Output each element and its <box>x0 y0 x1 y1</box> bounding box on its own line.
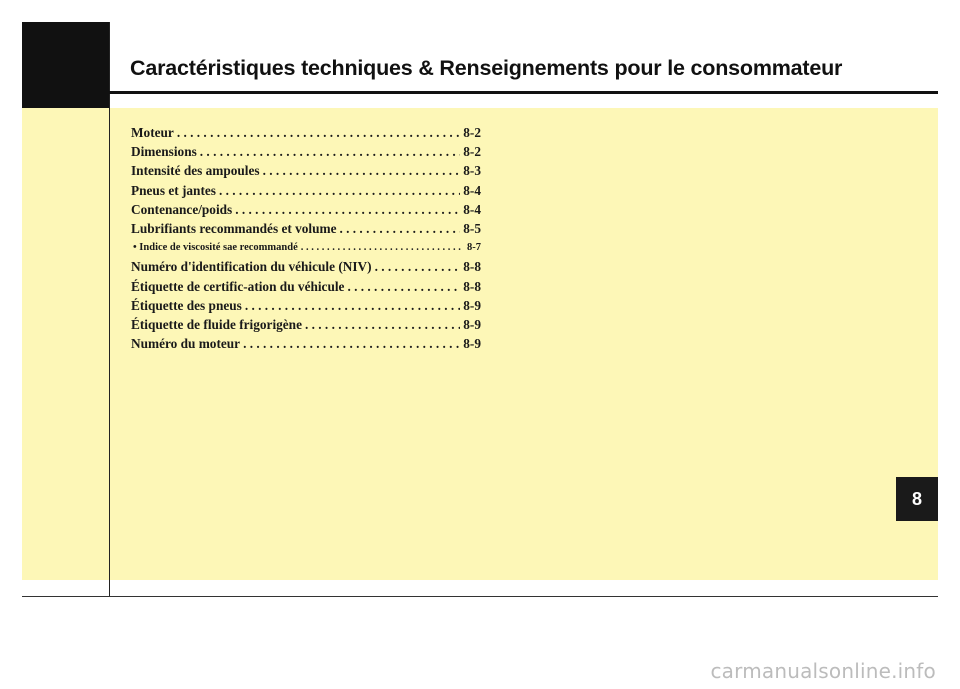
toc-entry-label: Moteur <box>131 125 174 140</box>
watermark: carmanualsonline.info <box>710 659 936 683</box>
toc-leader-dots <box>260 161 461 180</box>
toc-entry-label: Numéro d'identification du véhicule (NIV) <box>131 259 372 275</box>
toc-entry-page: 8-3 <box>463 163 481 179</box>
toc-entry-label: Étiquette de certific-ation du véhicule <box>131 278 345 294</box>
toc-entry-contenance[interactable] <box>131 200 481 219</box>
toc-entry-label: Contenance/poids <box>131 201 233 217</box>
toc-entry-label: Lubrifiants recommandés et volume <box>131 220 337 236</box>
toc-entry-niv[interactable] <box>131 257 481 276</box>
toc-leader-dots <box>344 277 460 296</box>
toc-subentry-viscosite[interactable] <box>131 238 481 257</box>
toc-entry-ampoules[interactable] <box>131 161 481 180</box>
toc-entry-page: 8-7 <box>467 242 481 254</box>
chapter-tab[interactable] <box>896 477 938 521</box>
toc-leader-dots <box>298 238 464 257</box>
toc-entry-label: Étiquette de fluide frigorigène <box>131 316 302 332</box>
bottom-rule <box>22 596 938 597</box>
toc-entry-page: 8-8 <box>463 278 481 294</box>
toc-leader-dots <box>197 142 461 161</box>
toc-leader-dots <box>336 219 460 238</box>
toc-leader-dots <box>216 181 460 200</box>
toc-entry-dimensions[interactable] <box>131 142 481 161</box>
toc-entry-moteur[interactable] <box>131 123 481 142</box>
toc-entry-page: 8-9 <box>463 316 481 332</box>
corner-block <box>22 22 109 108</box>
toc-entry-frigorigene[interactable] <box>131 315 481 334</box>
toc-leader-dots <box>240 334 460 353</box>
toc-entry-label: Numéro du moteur <box>131 336 241 352</box>
toc-entry-label: Intensité des ampoules <box>131 163 260 179</box>
toc-entry-label: Étiquette des pneus <box>131 297 242 313</box>
chapter-title: Caractéristiques techniques & Renseignements pour le consommateur <box>130 56 843 80</box>
toc-entry-page: 8-2 <box>463 125 481 140</box>
toc-entry-label: Dimensions <box>131 144 197 160</box>
toc-entry-page: 8-9 <box>463 297 481 313</box>
toc-entry-page: 8-4 <box>463 182 481 198</box>
toc-entry-certification[interactable] <box>131 277 481 296</box>
title-rule <box>109 91 938 94</box>
toc-entry-label: Pneus et jantes <box>131 182 216 198</box>
toc-entry-lubrifiants[interactable] <box>131 219 481 238</box>
toc-leader-dots <box>302 315 460 334</box>
toc-entry-page: 8-5 <box>463 220 481 236</box>
chapter-number: 8 <box>911 488 922 509</box>
toc-entry-label: • Indice de viscosité sae recommandé <box>133 242 298 254</box>
toc-entry-pneus-jantes[interactable] <box>131 181 481 200</box>
toc-leader-dots <box>372 257 461 276</box>
toc-leader-dots <box>232 200 460 219</box>
toc-entry-page: 8-8 <box>463 259 481 275</box>
toc-entry-numero-moteur[interactable] <box>131 334 481 353</box>
margin-line <box>109 22 110 597</box>
toc-entry-page: 8-9 <box>463 336 481 352</box>
toc-entry-page: 8-2 <box>463 144 481 160</box>
table-of-contents <box>131 123 481 353</box>
toc-leader-dots <box>174 123 460 142</box>
toc-entry-page: 8-4 <box>463 201 481 217</box>
toc-leader-dots <box>242 296 460 315</box>
toc-entry-etiquette-pneus[interactable] <box>131 296 481 315</box>
